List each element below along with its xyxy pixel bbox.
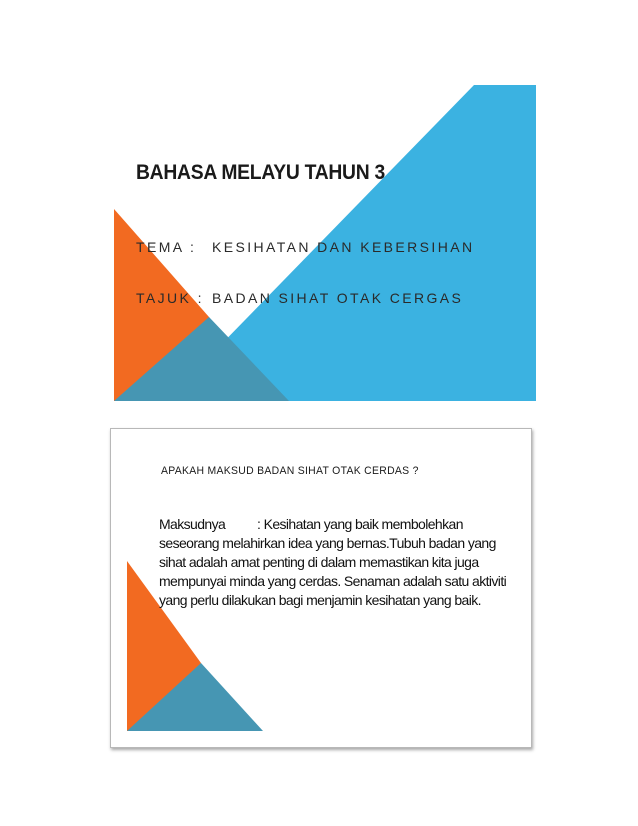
- slide-1-title: BAHASA MELAYU TAHUN 3: [136, 161, 385, 184]
- tema-row: [136, 239, 474, 255]
- question-heading: APAKAH MAKSUD BADAN SIHAT OTAK CERDAS ?: [161, 465, 419, 477]
- slide-1: [114, 85, 536, 401]
- tema-label: TEMA :: [136, 239, 197, 255]
- answer-paragraph: [159, 515, 519, 610]
- tajuk-value: BADAN SIHAT OTAK CERGAS: [212, 290, 464, 306]
- tajuk-label: TAJUK :: [136, 290, 204, 306]
- tajuk-row: [136, 290, 463, 306]
- tema-value: KESIHATAN DAN KEBERSIHAN: [212, 239, 475, 255]
- answer-label: Maksudnya: [159, 516, 226, 532]
- slide-2: [110, 428, 532, 748]
- answer-text: : Kesihatan yang baik membolehkan seseorang melahirkan idea yang bernas.Tubuh badan yang sihat adalah amat penting di dalam memastikan kita juga mempunyai minda yang cerdas. Senaman adalah satu aktiviti yang perlu dilakukan bagi menjamin kesihatan yang baik.: [159, 516, 507, 608]
